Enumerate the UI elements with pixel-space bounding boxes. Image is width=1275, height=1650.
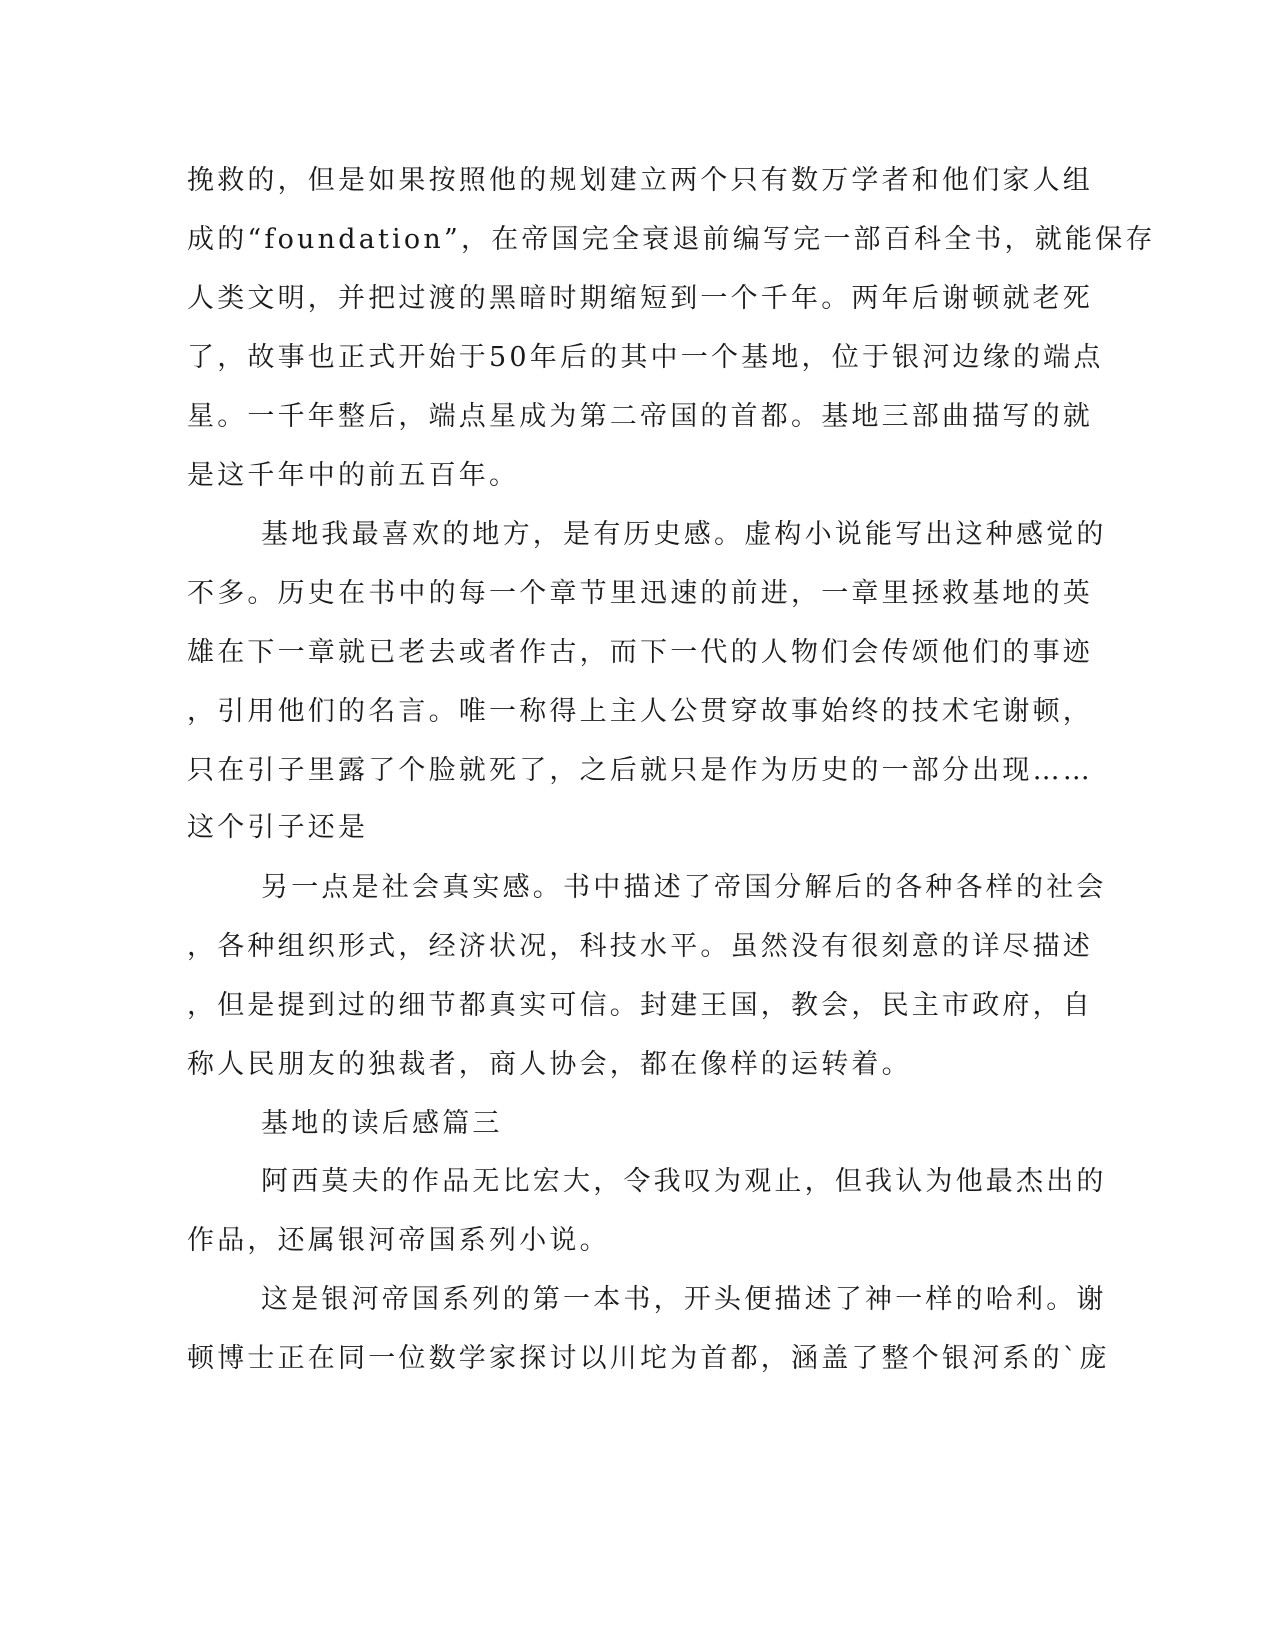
text-line: 不多。历史在书中的每一个章节里迅速的前进，一章里拯救基地的英 (187, 578, 1093, 609)
text-line: 雄在下一章就已老去或者作古，而下一代的人物们会传颂他们的事迹 (187, 637, 1093, 668)
paragraph-first-line: 基地我最喜欢的地方，是有历史感。虚构小说能写出这种感觉的 (261, 519, 1107, 550)
text-line: 是这千年中的前五百年。 (187, 460, 520, 491)
text-line: 了，故事也正式开始于50年后的其中一个基地，位于银河边缘的端点 (187, 342, 1104, 373)
text-line: 人类文明，并把过渡的黑暗时期缩短到一个千年。两年后谢顿就老死 (187, 283, 1093, 314)
text-line: 挽救的，但是如果按照他的规划建立两个只有数万学者和他们家人组 (187, 165, 1093, 196)
text-line: 作品，还属银河帝国系列小说。 (187, 1225, 610, 1256)
paragraph-first-line: 这是银河帝国系列的第一本书，开头便描述了神一样的哈利。谢 (261, 1284, 1107, 1315)
text-line: 称人民朋友的独裁者，商人协会，都在像样的运转着。 (187, 1049, 912, 1080)
text-line: 这个引子还是 (187, 812, 369, 843)
text-line: 只在引子里露了个脸就死了，之后就只是作为历史的一部分出现…… (187, 755, 1093, 786)
paragraph-first-line: 另一点是社会真实感。书中描述了帝国分解后的各种各样的社会 (261, 872, 1107, 903)
text-line: ，但是提到过的细节都真实可信。封建王国，教会，民主市政府，自 (187, 990, 1093, 1021)
text-line: 成的“foundation”，在帝国完全衰退前编写完一部百科全书，就能保存 (187, 224, 1156, 255)
text-line: 顿博士正在同一位数学家探讨以川坨为首都，涵盖了整个银河系的`庞 (187, 1343, 1110, 1374)
section-heading: 基地的读后感篇三 (261, 1108, 503, 1139)
paragraph-first-line: 阿西莫夫的作品无比宏大，令我叹为观止，但我认为他最杰出的 (261, 1166, 1107, 1197)
text-line: 星。一千年整后，端点星成为第二帝国的首都。基地三部曲描写的就 (187, 401, 1093, 432)
text-line: ，各种组织形式，经济状况，科技水平。虽然没有很刻意的详尽描述 (187, 931, 1093, 962)
text-line: ，引用他们的名言。唯一称得上主人公贯穿故事始终的技术宅谢顿， (187, 696, 1093, 727)
